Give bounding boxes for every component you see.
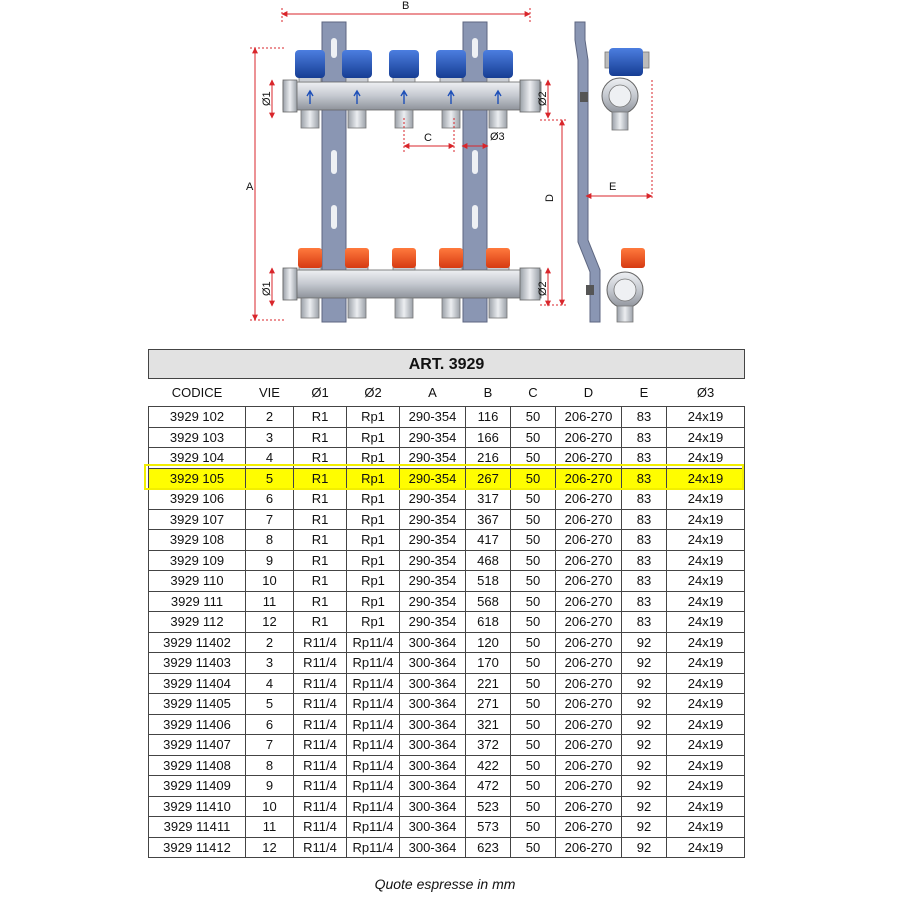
- side-view: [575, 22, 649, 322]
- table-row: [149, 694, 745, 715]
- table-cell: 5: [246, 694, 294, 715]
- table-cell: 3929 11402: [149, 632, 246, 653]
- table-cell: 24x19: [667, 776, 745, 797]
- table-cell: 300-364: [400, 714, 466, 735]
- table-cell: 422: [466, 755, 511, 776]
- dim-o2-bottom-label: Ø2: [537, 281, 549, 296]
- table-cell: 3929 107: [149, 509, 246, 530]
- column-header: VIE: [259, 385, 280, 400]
- table-cell: R11/4: [294, 673, 347, 694]
- dim-o3-label: Ø3: [490, 131, 505, 143]
- table-cell: 290-354: [400, 427, 466, 448]
- table-cell: 623: [466, 837, 511, 858]
- table-cell: 83: [622, 489, 667, 510]
- table-cell: 24x19: [667, 694, 745, 715]
- table-cell: 290-354: [400, 407, 466, 428]
- table-cell: 92: [622, 796, 667, 817]
- dim-o1-bottom-label: Ø1: [261, 281, 273, 296]
- table-cell: 3929 109: [149, 550, 246, 571]
- table-cell: 170: [466, 653, 511, 674]
- table-cell: 3929 108: [149, 530, 246, 551]
- table-cell: 12: [246, 837, 294, 858]
- table-cell: 92: [622, 673, 667, 694]
- table-cell: 290-354: [400, 550, 466, 571]
- table-row: [149, 653, 745, 674]
- column-header: B: [483, 385, 493, 400]
- table-cell: 92: [622, 714, 667, 735]
- table-row: [149, 714, 745, 735]
- table-cell: 24x19: [667, 755, 745, 776]
- table-cell: Rp11/4: [347, 776, 400, 797]
- table-cell: 300-364: [400, 796, 466, 817]
- table-cell: 300-364: [400, 837, 466, 858]
- table-cell: 3929 102: [149, 407, 246, 428]
- table-cell: 50: [511, 448, 556, 469]
- table-cell: Rp1: [347, 571, 400, 592]
- dim-d-label: D: [544, 194, 556, 202]
- table-row: [149, 612, 745, 633]
- dim-o1-top-label: Ø1: [261, 91, 273, 106]
- table-cell: 24x19: [667, 653, 745, 674]
- table-cell: R1: [294, 612, 347, 633]
- table-cell: 24x19: [667, 632, 745, 653]
- table-cell: 24x19: [667, 612, 745, 633]
- table-cell: 3929 11403: [149, 653, 246, 674]
- table-cell: 116: [466, 407, 511, 428]
- table-row: [149, 837, 745, 858]
- table-cell: Rp1: [347, 591, 400, 612]
- table-cell: 83: [622, 509, 667, 530]
- table-row: [149, 509, 745, 530]
- table-cell: 9: [246, 776, 294, 797]
- dim-c-label: C: [424, 132, 432, 144]
- table-cell: 50: [511, 591, 556, 612]
- table-cell: 5: [246, 468, 294, 489]
- table-header-row: [149, 379, 745, 407]
- table-cell: 83: [622, 530, 667, 551]
- table-cell: 24x19: [667, 796, 745, 817]
- table-row: [149, 735, 745, 756]
- table-cell: Rp1: [347, 427, 400, 448]
- table-cell: 300-364: [400, 632, 466, 653]
- table-cell: R1: [294, 530, 347, 551]
- table-cell: 300-364: [400, 776, 466, 797]
- table-row: [149, 550, 745, 571]
- table-cell: R1: [294, 468, 347, 489]
- table-cell: Rp1: [347, 407, 400, 428]
- table-cell: 24x19: [667, 735, 745, 756]
- table-cell: 24x19: [667, 509, 745, 530]
- column-header: C: [528, 385, 538, 400]
- table-cell: Rp11/4: [347, 755, 400, 776]
- table-cell: 24x19: [667, 591, 745, 612]
- table-cell: Rp11/4: [347, 694, 400, 715]
- column-header: CODICE: [171, 385, 223, 400]
- table-cell: 3929 112: [149, 612, 246, 633]
- table-cell: 50: [511, 550, 556, 571]
- table-cell: 216: [466, 448, 511, 469]
- table-cell: 206-270: [556, 530, 622, 551]
- table-row: [149, 489, 745, 510]
- table-cell: 50: [511, 735, 556, 756]
- table-cell: R11/4: [294, 837, 347, 858]
- table-row: [149, 591, 745, 612]
- table-cell: 24x19: [667, 714, 745, 735]
- table-cell: Rp1: [347, 612, 400, 633]
- table-cell: 290-354: [400, 571, 466, 592]
- table-cell: 92: [622, 694, 667, 715]
- table-cell: 3929 11406: [149, 714, 246, 735]
- table-cell: 300-364: [400, 694, 466, 715]
- table-cell: 206-270: [556, 632, 622, 653]
- table-cell: R11/4: [294, 632, 347, 653]
- table-cell: 92: [622, 735, 667, 756]
- table-cell: 24x19: [667, 407, 745, 428]
- table-cell: 92: [622, 817, 667, 838]
- table-cell: 11: [246, 591, 294, 612]
- table-cell: 206-270: [556, 448, 622, 469]
- spec-table: [148, 349, 745, 858]
- table-cell: 290-354: [400, 591, 466, 612]
- table-cell: Rp1: [347, 489, 400, 510]
- table-cell: 206-270: [556, 407, 622, 428]
- table-cell: 3929 11407: [149, 735, 246, 756]
- table-cell: 50: [511, 407, 556, 428]
- table-cell: 290-354: [400, 530, 466, 551]
- table-cell: 11: [246, 817, 294, 838]
- table-cell: 206-270: [556, 550, 622, 571]
- table-cell: 3929 11412: [149, 837, 246, 858]
- table-cell: R1: [294, 407, 347, 428]
- table-cell: 573: [466, 817, 511, 838]
- table-cell: 24x19: [667, 817, 745, 838]
- column-header: D: [583, 385, 594, 400]
- table-cell: 50: [511, 489, 556, 510]
- table-cell: 12: [246, 612, 294, 633]
- table-cell: 290-354: [400, 612, 466, 633]
- table-cell: 206-270: [556, 714, 622, 735]
- table-cell: 3929 11405: [149, 694, 246, 715]
- table-cell: 83: [622, 550, 667, 571]
- table-cell: 300-364: [400, 735, 466, 756]
- column-header: Ø3: [696, 385, 715, 400]
- table-cell: 3929 111: [149, 591, 246, 612]
- table-cell: 206-270: [556, 427, 622, 448]
- table-cell: 92: [622, 632, 667, 653]
- table-cell: 50: [511, 817, 556, 838]
- table-cell: 3929 11409: [149, 776, 246, 797]
- table-title: ART. 3929: [149, 350, 745, 379]
- table-cell: Rp1: [347, 530, 400, 551]
- table-cell: 50: [511, 632, 556, 653]
- table-cell: Rp11/4: [347, 735, 400, 756]
- table-cell: 50: [511, 653, 556, 674]
- table-cell: 290-354: [400, 509, 466, 530]
- table-cell: 83: [622, 612, 667, 633]
- table-cell: 417: [466, 530, 511, 551]
- table-cell: 50: [511, 837, 556, 858]
- table-cell: 3929 105: [149, 468, 246, 489]
- table-cell: 10: [246, 571, 294, 592]
- table-row: [149, 817, 745, 838]
- table-row: [149, 530, 745, 551]
- table-cell: 83: [622, 448, 667, 469]
- table-cell: 24x19: [667, 837, 745, 858]
- table-cell: Rp1: [347, 468, 400, 489]
- table-cell: 206-270: [556, 673, 622, 694]
- table-cell: R1: [294, 591, 347, 612]
- table-cell: 8: [246, 530, 294, 551]
- table-cell: 3929 110: [149, 571, 246, 592]
- dim-a-label: A: [246, 181, 254, 193]
- table-cell: Rp11/4: [347, 714, 400, 735]
- table-cell: 83: [622, 571, 667, 592]
- table-cell: 4: [246, 448, 294, 469]
- table-cell: 300-364: [400, 673, 466, 694]
- table-cell: 2: [246, 407, 294, 428]
- table-cell: R11/4: [294, 714, 347, 735]
- table-cell: 120: [466, 632, 511, 653]
- table-cell: R11/4: [294, 694, 347, 715]
- table-cell: R11/4: [294, 817, 347, 838]
- dim-o2-top-label: Ø2: [537, 91, 549, 106]
- table-cell: 206-270: [556, 796, 622, 817]
- table-cell: 50: [511, 796, 556, 817]
- table-cell: 50: [511, 714, 556, 735]
- table-cell: R1: [294, 489, 347, 510]
- table-cell: R1: [294, 571, 347, 592]
- table-cell: 6: [246, 489, 294, 510]
- table-row: [149, 776, 745, 797]
- table-cell: Rp11/4: [347, 817, 400, 838]
- table-caption: Quote espresse in mm: [374, 876, 516, 892]
- table-cell: 24x19: [667, 489, 745, 510]
- table-cell: 166: [466, 427, 511, 448]
- table-cell: 206-270: [556, 776, 622, 797]
- table-cell: 24x19: [667, 427, 745, 448]
- table-cell: 24x19: [667, 468, 745, 489]
- table-cell: 367: [466, 509, 511, 530]
- table-cell: 24x19: [667, 530, 745, 551]
- table-row: [149, 571, 745, 592]
- table-cell: 290-354: [400, 448, 466, 469]
- table-cell: 50: [511, 427, 556, 448]
- table-cell: 4: [246, 673, 294, 694]
- table-cell: 2: [246, 632, 294, 653]
- table-cell: 206-270: [556, 509, 622, 530]
- manifold-technical-drawing: [0, 0, 900, 340]
- table-row: [149, 796, 745, 817]
- table-cell: 206-270: [556, 653, 622, 674]
- table-cell: 83: [622, 468, 667, 489]
- table-cell: R1: [294, 550, 347, 571]
- table-cell: 50: [511, 612, 556, 633]
- table-cell: 3929 106: [149, 489, 246, 510]
- table-cell: Rp11/4: [347, 653, 400, 674]
- table-cell: R11/4: [294, 796, 347, 817]
- table-cell: 3: [246, 653, 294, 674]
- table-cell: R11/4: [294, 735, 347, 756]
- dim-b-label: B: [402, 0, 410, 12]
- table-cell: 206-270: [556, 571, 622, 592]
- table-cell: 3: [246, 427, 294, 448]
- table-cell: Rp11/4: [347, 673, 400, 694]
- table-cell: 221: [466, 673, 511, 694]
- table-cell: Rp11/4: [347, 632, 400, 653]
- table-cell: 92: [622, 653, 667, 674]
- table-row: [149, 427, 745, 448]
- table-row: [149, 755, 745, 776]
- table-cell: 568: [466, 591, 511, 612]
- table-cell: R1: [294, 448, 347, 469]
- table-cell: 3929 11408: [149, 755, 246, 776]
- table-cell: 317: [466, 489, 511, 510]
- table-cell: 290-354: [400, 489, 466, 510]
- table-cell: 50: [511, 468, 556, 489]
- column-header: Ø2: [364, 385, 382, 400]
- table-cell: 271: [466, 694, 511, 715]
- table-cell: 83: [622, 407, 667, 428]
- table-cell: 267: [466, 468, 511, 489]
- table-cell: 83: [622, 591, 667, 612]
- table-cell: 24x19: [667, 448, 745, 469]
- table-cell: Rp1: [347, 509, 400, 530]
- table-cell: 206-270: [556, 817, 622, 838]
- table-cell: 50: [511, 673, 556, 694]
- table-cell: 8: [246, 755, 294, 776]
- table-cell: 24x19: [667, 673, 745, 694]
- table-cell: 206-270: [556, 694, 622, 715]
- table-cell: 618: [466, 612, 511, 633]
- table-cell: R11/4: [294, 755, 347, 776]
- table-cell: 3929 11410: [149, 796, 246, 817]
- table-cell: 206-270: [556, 612, 622, 633]
- table-cell: 50: [511, 571, 556, 592]
- table-cell: 3929 103: [149, 427, 246, 448]
- table-cell: 50: [511, 755, 556, 776]
- table-cell: R11/4: [294, 653, 347, 674]
- table-cell: 50: [511, 694, 556, 715]
- table-row: [149, 407, 745, 428]
- column-header: E: [639, 385, 649, 400]
- table-row: [149, 468, 745, 489]
- table-cell: 10: [246, 796, 294, 817]
- table-cell: Rp1: [347, 550, 400, 571]
- column-header: A: [428, 385, 437, 400]
- table-cell: 206-270: [556, 591, 622, 612]
- table-cell: 468: [466, 550, 511, 571]
- table-cell: 92: [622, 837, 667, 858]
- table-cell: Rp11/4: [347, 837, 400, 858]
- table-cell: R1: [294, 509, 347, 530]
- table-cell: Rp11/4: [347, 796, 400, 817]
- table-cell: 3929 11411: [149, 817, 246, 838]
- table-cell: 290-354: [400, 468, 466, 489]
- table-cell: 206-270: [556, 489, 622, 510]
- table-cell: 6: [246, 714, 294, 735]
- table-cell: 92: [622, 776, 667, 797]
- table-cell: 7: [246, 735, 294, 756]
- table-cell: 206-270: [556, 468, 622, 489]
- table-row: [149, 632, 745, 653]
- table-cell: 518: [466, 571, 511, 592]
- table-cell: 523: [466, 796, 511, 817]
- table-cell: 50: [511, 776, 556, 797]
- table-cell: 472: [466, 776, 511, 797]
- column-header: Ø1: [311, 385, 329, 400]
- table-cell: R1: [294, 427, 347, 448]
- table-cell: 24x19: [667, 550, 745, 571]
- table-body: [149, 407, 745, 858]
- table-cell: 321: [466, 714, 511, 735]
- table-cell: 92: [622, 755, 667, 776]
- table-cell: 50: [511, 509, 556, 530]
- table-cell: 24x19: [667, 571, 745, 592]
- table-cell: 7: [246, 509, 294, 530]
- table-cell: 50: [511, 530, 556, 551]
- table-cell: 300-364: [400, 755, 466, 776]
- table-cell: 372: [466, 735, 511, 756]
- table-cell: 3929 11404: [149, 673, 246, 694]
- dim-e-label: E: [609, 181, 617, 193]
- table-cell: 300-364: [400, 653, 466, 674]
- table-cell: 3929 104: [149, 448, 246, 469]
- table-row: [149, 448, 745, 469]
- table-cell: 83: [622, 427, 667, 448]
- table-cell: R11/4: [294, 776, 347, 797]
- table-cell: 206-270: [556, 755, 622, 776]
- table-cell: 206-270: [556, 837, 622, 858]
- table-cell: 206-270: [556, 735, 622, 756]
- table-row: [149, 673, 745, 694]
- table-cell: Rp1: [347, 448, 400, 469]
- table-cell: 9: [246, 550, 294, 571]
- table-cell: 300-364: [400, 817, 466, 838]
